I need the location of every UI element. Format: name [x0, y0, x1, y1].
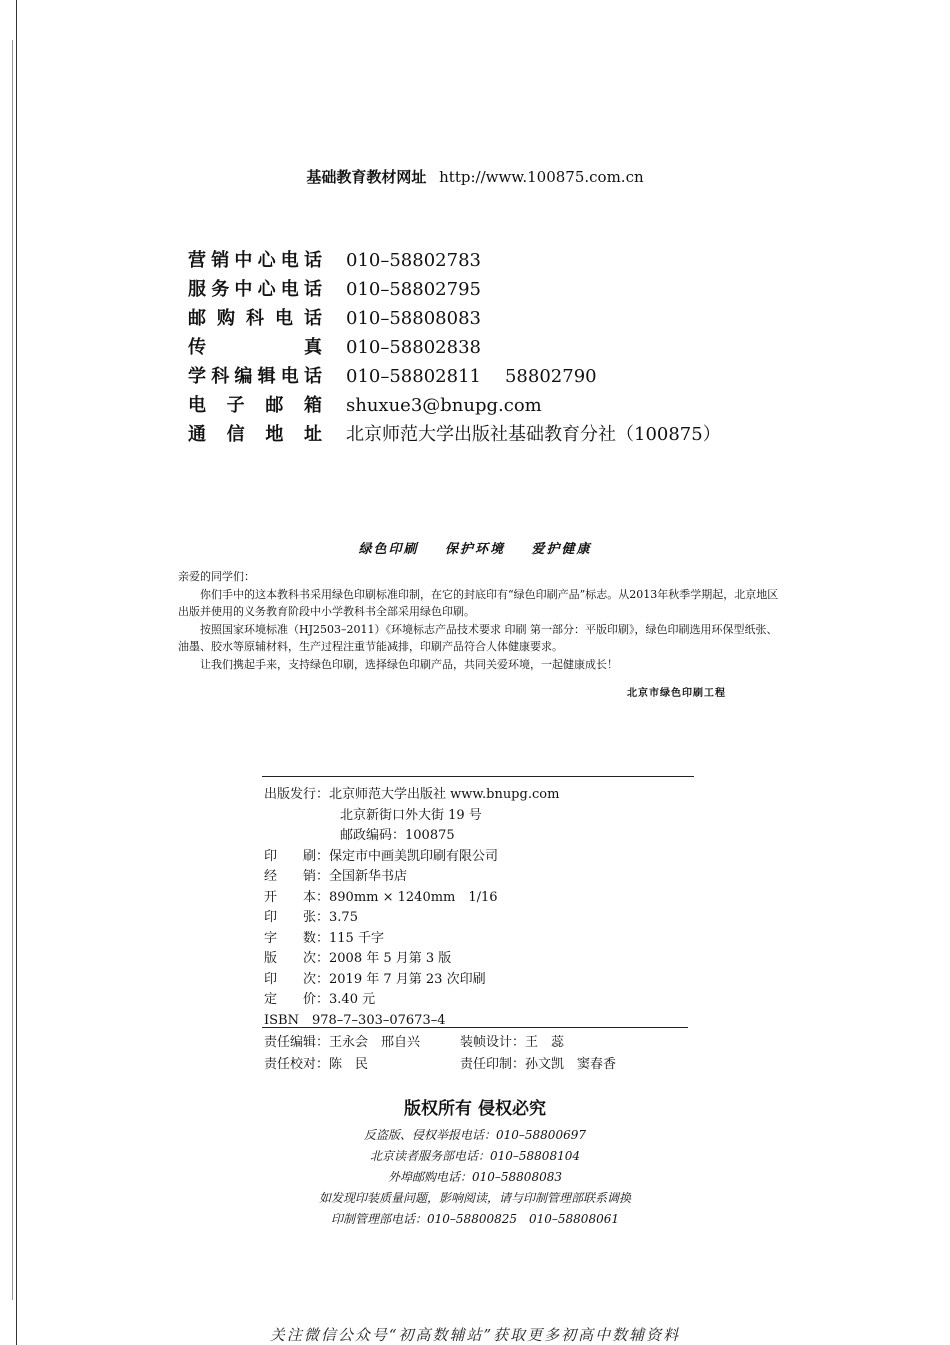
publisher-address: 北京新街口外大街 19 号	[340, 807, 482, 823]
divider-bottom	[262, 1027, 688, 1028]
pub-key: 印 次：	[264, 971, 330, 987]
contact-value: 010–58802783	[346, 250, 481, 271]
green-title-part: 保护环境	[444, 542, 505, 557]
editor-right: 责任印制：孙文凯 窦春香	[460, 1057, 617, 1072]
pub-value: 3.40 元	[329, 992, 376, 1007]
pub-key: 字 数：	[264, 930, 330, 946]
pub-key: 经 销：	[264, 869, 330, 884]
pub-value: 全国新华书店	[329, 869, 408, 884]
editor-right: 装帧设计：王 蕊	[460, 1035, 565, 1050]
contact-row	[188, 362, 808, 391]
contact-row	[188, 391, 808, 420]
pub-key: 印 张：	[264, 910, 330, 925]
contact-label: 学科编辑电话	[188, 366, 322, 387]
green-title-part: 爱护健康	[531, 542, 592, 557]
contact-label: 电子邮箱	[188, 395, 322, 416]
contact-row	[188, 304, 808, 333]
publisher-postcode: 邮政编码：100875	[340, 828, 455, 843]
pub-row	[264, 888, 724, 909]
pub-value: 115 千字	[329, 930, 384, 946]
editor-row	[264, 1032, 724, 1054]
copyright-title: 版权所有 侵权必究	[404, 1099, 546, 1119]
contact-label: 营销中心电话	[188, 250, 322, 271]
contact-value: 010–58802795	[346, 279, 481, 300]
contact-value-extra: 58802790	[504, 366, 597, 387]
notice-greeting: 亲爱的同学们：	[178, 570, 255, 583]
pub-value: 2019 年 7 月第 23 次印刷	[329, 971, 486, 987]
pub-row	[264, 949, 724, 970]
pub-value: 2008 年 5 月第 3 版	[329, 951, 452, 966]
pub-value: 3.75	[329, 910, 358, 925]
website-url[interactable]: http://www.100875.com.cn	[439, 168, 644, 186]
publisher-key: 出版发行：	[264, 787, 330, 802]
contact-label: 通信地址	[188, 424, 322, 445]
website-line	[0, 166, 950, 187]
copyright-line: 北京读者服务部电话：010–58808104	[370, 1149, 580, 1163]
green-printing-title	[0, 538, 950, 557]
green-printing-notice	[178, 568, 782, 703]
contact-row	[188, 275, 808, 304]
copyright-line: 如发现印装质量问题，影响阅读，请与印制管理部联系调换	[318, 1191, 631, 1205]
website-label: 基础教育教材网址	[306, 168, 427, 186]
contact-label: 服务中心电话	[188, 279, 322, 300]
contact-value: 010–58802838	[346, 337, 481, 358]
contact-email[interactable]: shuxue3@bnupg.com	[346, 395, 542, 416]
contact-label: 传真	[188, 337, 322, 358]
pub-key: 定 价：	[264, 992, 330, 1007]
copyright-line: 反盗版、侵权举报电话：010–58800697	[364, 1128, 586, 1142]
pub-key: 开 本：	[264, 889, 330, 905]
pub-key: 印 刷：	[264, 848, 330, 864]
notice-signature: 北京市绿色印刷工程	[627, 688, 726, 699]
pub-value: 保定市中画美凯印刷有限公司	[329, 848, 499, 864]
notice-paragraph: 让我们携起手来，支持绿色印刷，选择绿色印刷产品，共同关爱环境，一起健康成长！	[200, 657, 618, 671]
copyright-block	[0, 1094, 950, 1230]
contact-row	[188, 246, 808, 275]
pub-row	[264, 970, 724, 991]
copyright-line: 外埠邮购电话：010–58808083	[388, 1170, 562, 1184]
copyright-line: 印制管理部电话：010–58800825 010–58808061	[331, 1212, 619, 1226]
publisher-row	[264, 785, 724, 806]
editor-left: 责任校对：陈 民	[264, 1057, 369, 1072]
pub-row	[264, 908, 724, 929]
publication-info	[264, 785, 724, 1031]
editors-block	[264, 1032, 724, 1076]
pub-row	[264, 929, 724, 950]
contact-value-main: 010–58802811	[346, 366, 481, 387]
contact-value: 北京师范大学出版社基础教育分社（100875）	[346, 424, 721, 445]
contact-row	[188, 333, 808, 362]
editor-left: 责任编辑：王永会 邢自兴	[264, 1035, 421, 1050]
contact-label: 邮购科电话	[188, 308, 322, 329]
notice-paragraph: 按照国家环境标准（HJ2503–2011）《环境标志产品技术要求 印刷 第一部分：平版印刷》，绿色印刷选用环保型纸张、油墨、胶水等原辅材料，生产过程注重节能减排，印刷产品符合人体健康要求。	[178, 622, 778, 653]
pub-value: 890mm × 1240mm 1/16	[329, 889, 498, 905]
contact-value	[346, 362, 597, 391]
pub-row	[264, 847, 724, 868]
contact-value: 010–58808083	[346, 308, 481, 329]
footer-promo: 关注微信公众号“初高数辅站”获取更多初高中数辅资料	[269, 1326, 681, 1344]
publisher-value: 北京师范大学出版社 www.bnupg.com	[329, 787, 560, 802]
isbn: ISBN 978–7–303–07673–4	[264, 1012, 446, 1028]
pub-row	[264, 990, 724, 1011]
pub-row	[264, 867, 724, 888]
green-title-part: 绿色印刷	[358, 542, 419, 557]
notice-paragraph: 你们手中的这本教科书采用绿色印刷标准印制，在它的封底印有“绿色印刷产品”标志。从2013年秋季学期起，北京地区出版并使用的义务教育阶段中小学教科书全部采用绿色印刷。	[178, 587, 779, 618]
contact-list	[188, 246, 808, 449]
pub-key: 版 次：	[264, 951, 330, 966]
editor-row	[264, 1054, 724, 1076]
divider-top	[262, 776, 694, 777]
contact-row	[188, 420, 808, 449]
